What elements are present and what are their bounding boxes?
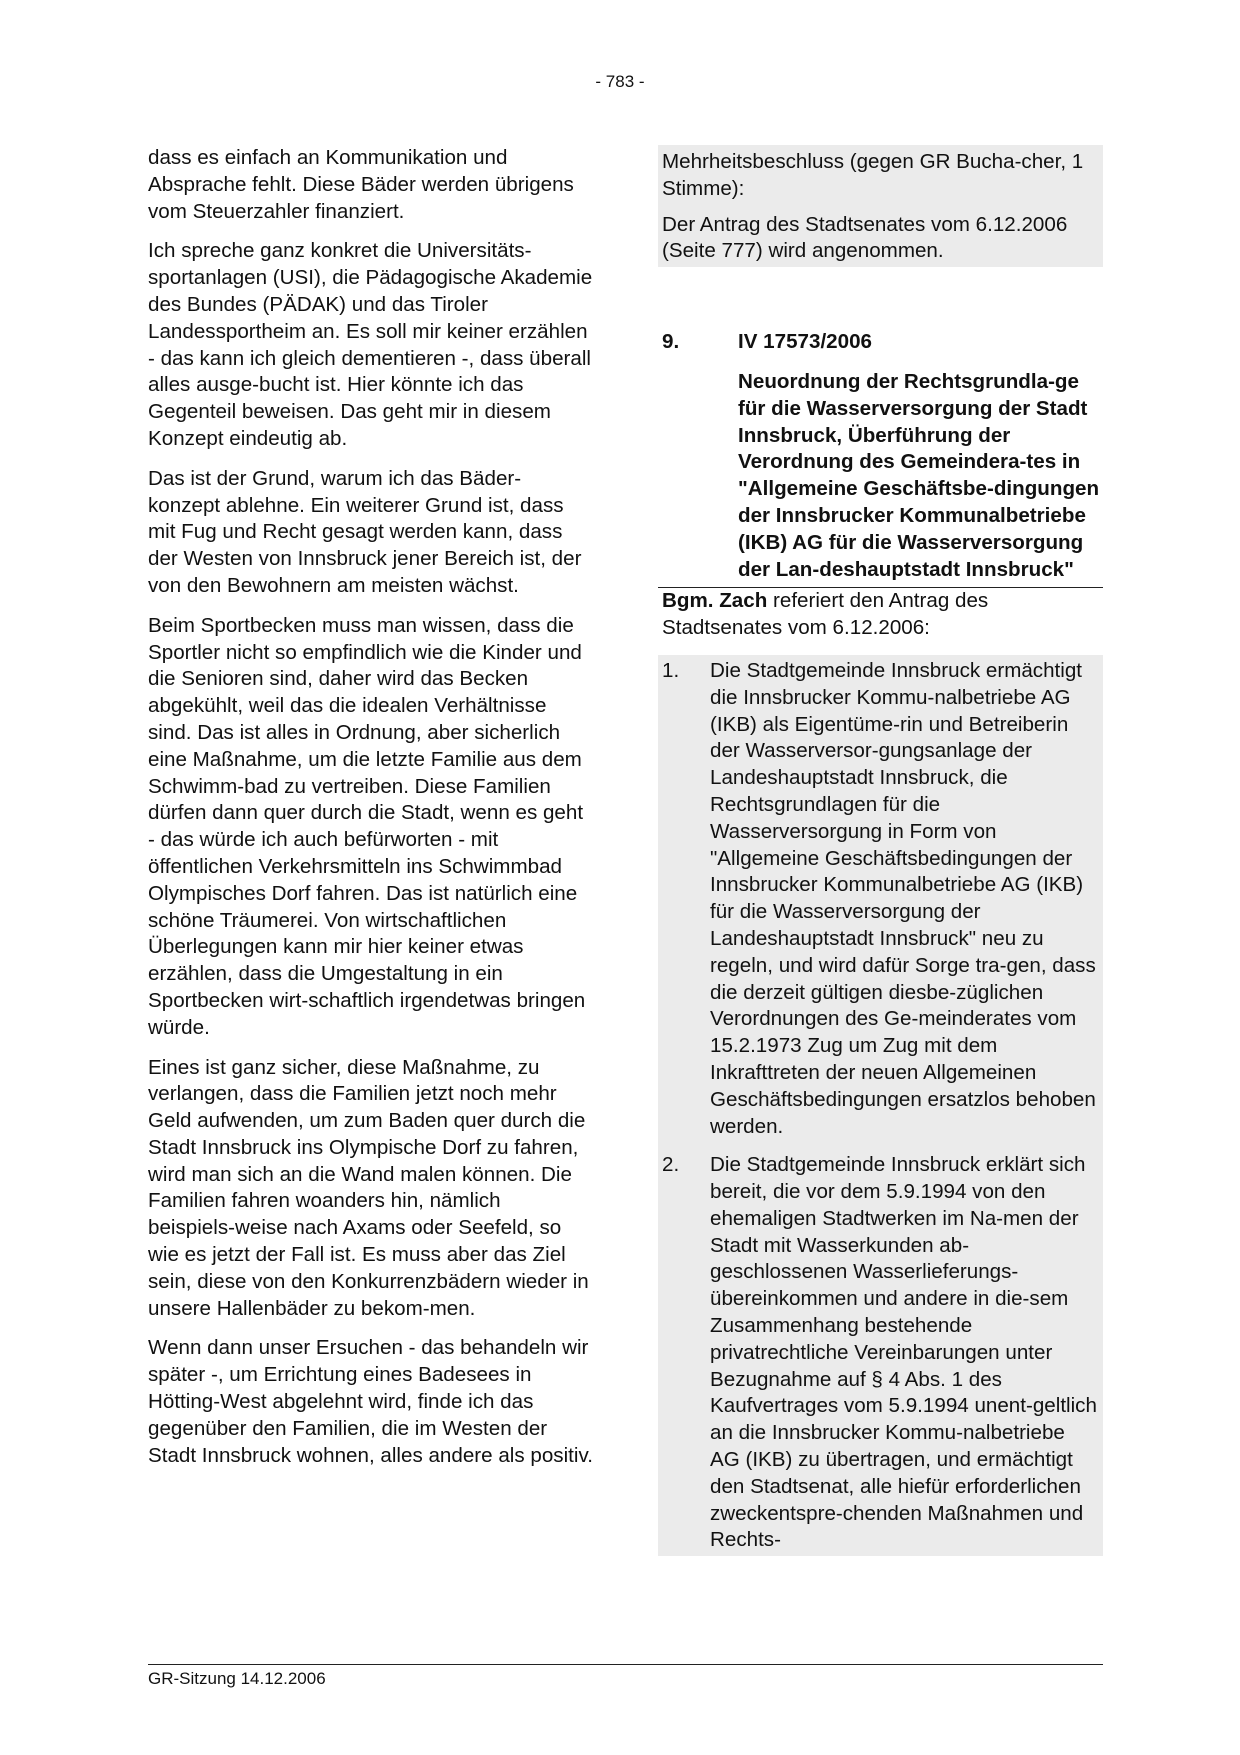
agenda-number: 9. [662,330,680,354]
paragraph: Wenn dann unser Ersuchen - das behandeln wir später -, um Errichtung eines Badesees in Hötting-West abgelehnt wird, finde ich das gegenüber den Familien, die im Westen der Stadt Innsbruck wohnen, alles andere als positiv. [148,1336,593,1467]
list-item [662,658,1099,1140]
list-item-text: Die Stadtgemeinde Innsbruck erklärt sich bereit, die vor dem 5.9.1994 von den ehemaligen Stadtwerken im Na-men der Stadt mit Wasserkunden ab-geschlossenen Wasserlieferungs-übereinkommen und andere in die-sem Zusammenhang bestehende privatrechtliche Vereinbarungen unter Bezugnahme auf § 4 Abs. 1 des Kaufvertrages vom 5.9.1994 unent-geltlich an die Innsbrucker Kommu-nalbetriebe AG (IKB) zu übertragen, und ermächtigt den Stadtsenat, alle hiefür erforderlichen zweckentspre-chenden Maßnahmen und Rechts- [710,1153,1097,1552]
agenda-reference: IV 17573/2006 [738,330,872,354]
paragraph: dass es einfach an Kommunikation und Absprache fehlt. Diese Bäder werden übrigens vom Steuerzahler finanziert. [148,146,574,223]
page-number: - 783 - [595,72,645,91]
agenda-title: Neuordnung der Rechtsgrundla-ge für die Wasserversorgung der Stadt Innsbruck, Überführung der Verordnung des Gemeindera-tes in "Allgemeine Geschäftsbe-dingungen der Innsbrucker Kommunalbetriebe (IKB) AG für die Wasserversorgung der Lan-deshauptstadt Innsbruck" [738,369,1100,581]
paragraph: Beim Sportbecken muss man wissen, dass die Sportler nicht so empfindlich wie die Kinder und die Senioren sind, daher wird das Becken abgekühlt, weil das die idealen Verhältnisse sind. Das ist alles in Ordnung, aber sicherlich eine Maßnahme, um die letzte Familie aus dem Schwimm-bad zu vertreiben. Diese Familien dürfen dann quer durch die Stadt, wenn es geht - das würde ich auch befürworten - mit öffentlichen Verkehrsmitteln ins Schwimmbad Olympisches Dorf fahren. Das ist natürlich eine schöne Träumerei. Von wirtschaftlichen Überlegungen kann mir hier keiner etwas erzählen, dass die Umgestaltung in ein Sportbecken wirt-schaftlich irgendetwas bringen würde. [148,613,586,1039]
list-item-number: 1. [662,658,680,682]
motion-list [658,655,1103,1556]
list-item [662,1152,1099,1554]
left-column [148,145,593,1482]
agenda-divider [658,587,1103,588]
paragraph: Das ist der Grund, warum ich das Bäder-konzept ablehne. Ein weiterer Grund ist, dass mit Fug und Recht gesagt werden kann, dass der Westen von Innsbruck jener Bereich ist, der von den Bewohnern am meisten wächst. [148,466,582,597]
decision-result: Der Antrag des Stadtsenates vom 6.12.2006 (Seite 777) wird angenommen. [662,212,1068,263]
decision-box [658,145,1103,267]
speaker-name: Bgm. Zach [662,589,768,613]
agenda-item [658,329,1103,588]
intro-text: referiert den Antrag des Stadtsenates vom 6.12.2006: [662,589,989,640]
paragraph: Eines ist ganz sicher, diese Maßnahme, zu verlangen, dass die Familien jetzt noch mehr Geld aufwenden, um zum Baden quer durch die Stadt Innsbruck ins Olympische Dorf zu fahren, wird man sich an die Wand malen können. Die Familien fahren woanders hin, nämlich beispiels-weise nach Axams oder Seefeld, so wie es jetzt der Fall ist. Es muss aber das Ziel sein, diese von den Konkurrenzbädern wieder in unsere Hallenbäder zu bekom-men. [148,1055,589,1320]
list-item-text: Die Stadtgemeinde Innsbruck ermächtigt die Innsbrucker Kommu-nalbetriebe AG (IKB) als Eigentüme-rin und Betreiberin der Wasserversor-gungsanlage der Landeshauptstadt Innsbruck, die Rechtsgrundlagen für die Wasserversorgung in Form von "Allgemeine Geschäftsbedingungen der Innsbrucker Kommunalbetriebe AG (IKB) für die Wasserversorgung der Landeshauptstadt Innsbruck" neu zu regeln, und wird dafür Sorge tra-gen, dass die derzeit gültigen diesbe-züglichen Verordnungen des Ge-meinderates vom 15.2.1973 Zug um Zug mit dem Inkrafttreten der neuen Allgemeinen Geschäftsbedingungen ersatzlos behoben werden. [710,658,1096,1138]
right-column [658,145,1103,1556]
footer-text: GR-Sitzung 14.12.2006 [148,1669,326,1688]
list-item-number: 2. [662,1153,680,1177]
decision-vote: Mehrheitsbeschluss (gegen GR Bucha-cher, 1 Stimme): [662,150,1084,200]
motion-intro [658,588,1103,642]
footer-divider [148,1664,1103,1665]
paragraph: Ich spreche ganz konkret die Universitäts-sportanlagen (USI), die Pädagogische Akademie des Bundes (PÄDAK) und das Tiroler Landessportheim an. Es soll mir keiner erzählen - das kann ich gleich dementieren -, dass überall alles ausge-bucht ist. Hier könnte ich das Gegenteil beweisen. Das geht mir in diesem Konzept eindeutig ab. [148,239,593,450]
